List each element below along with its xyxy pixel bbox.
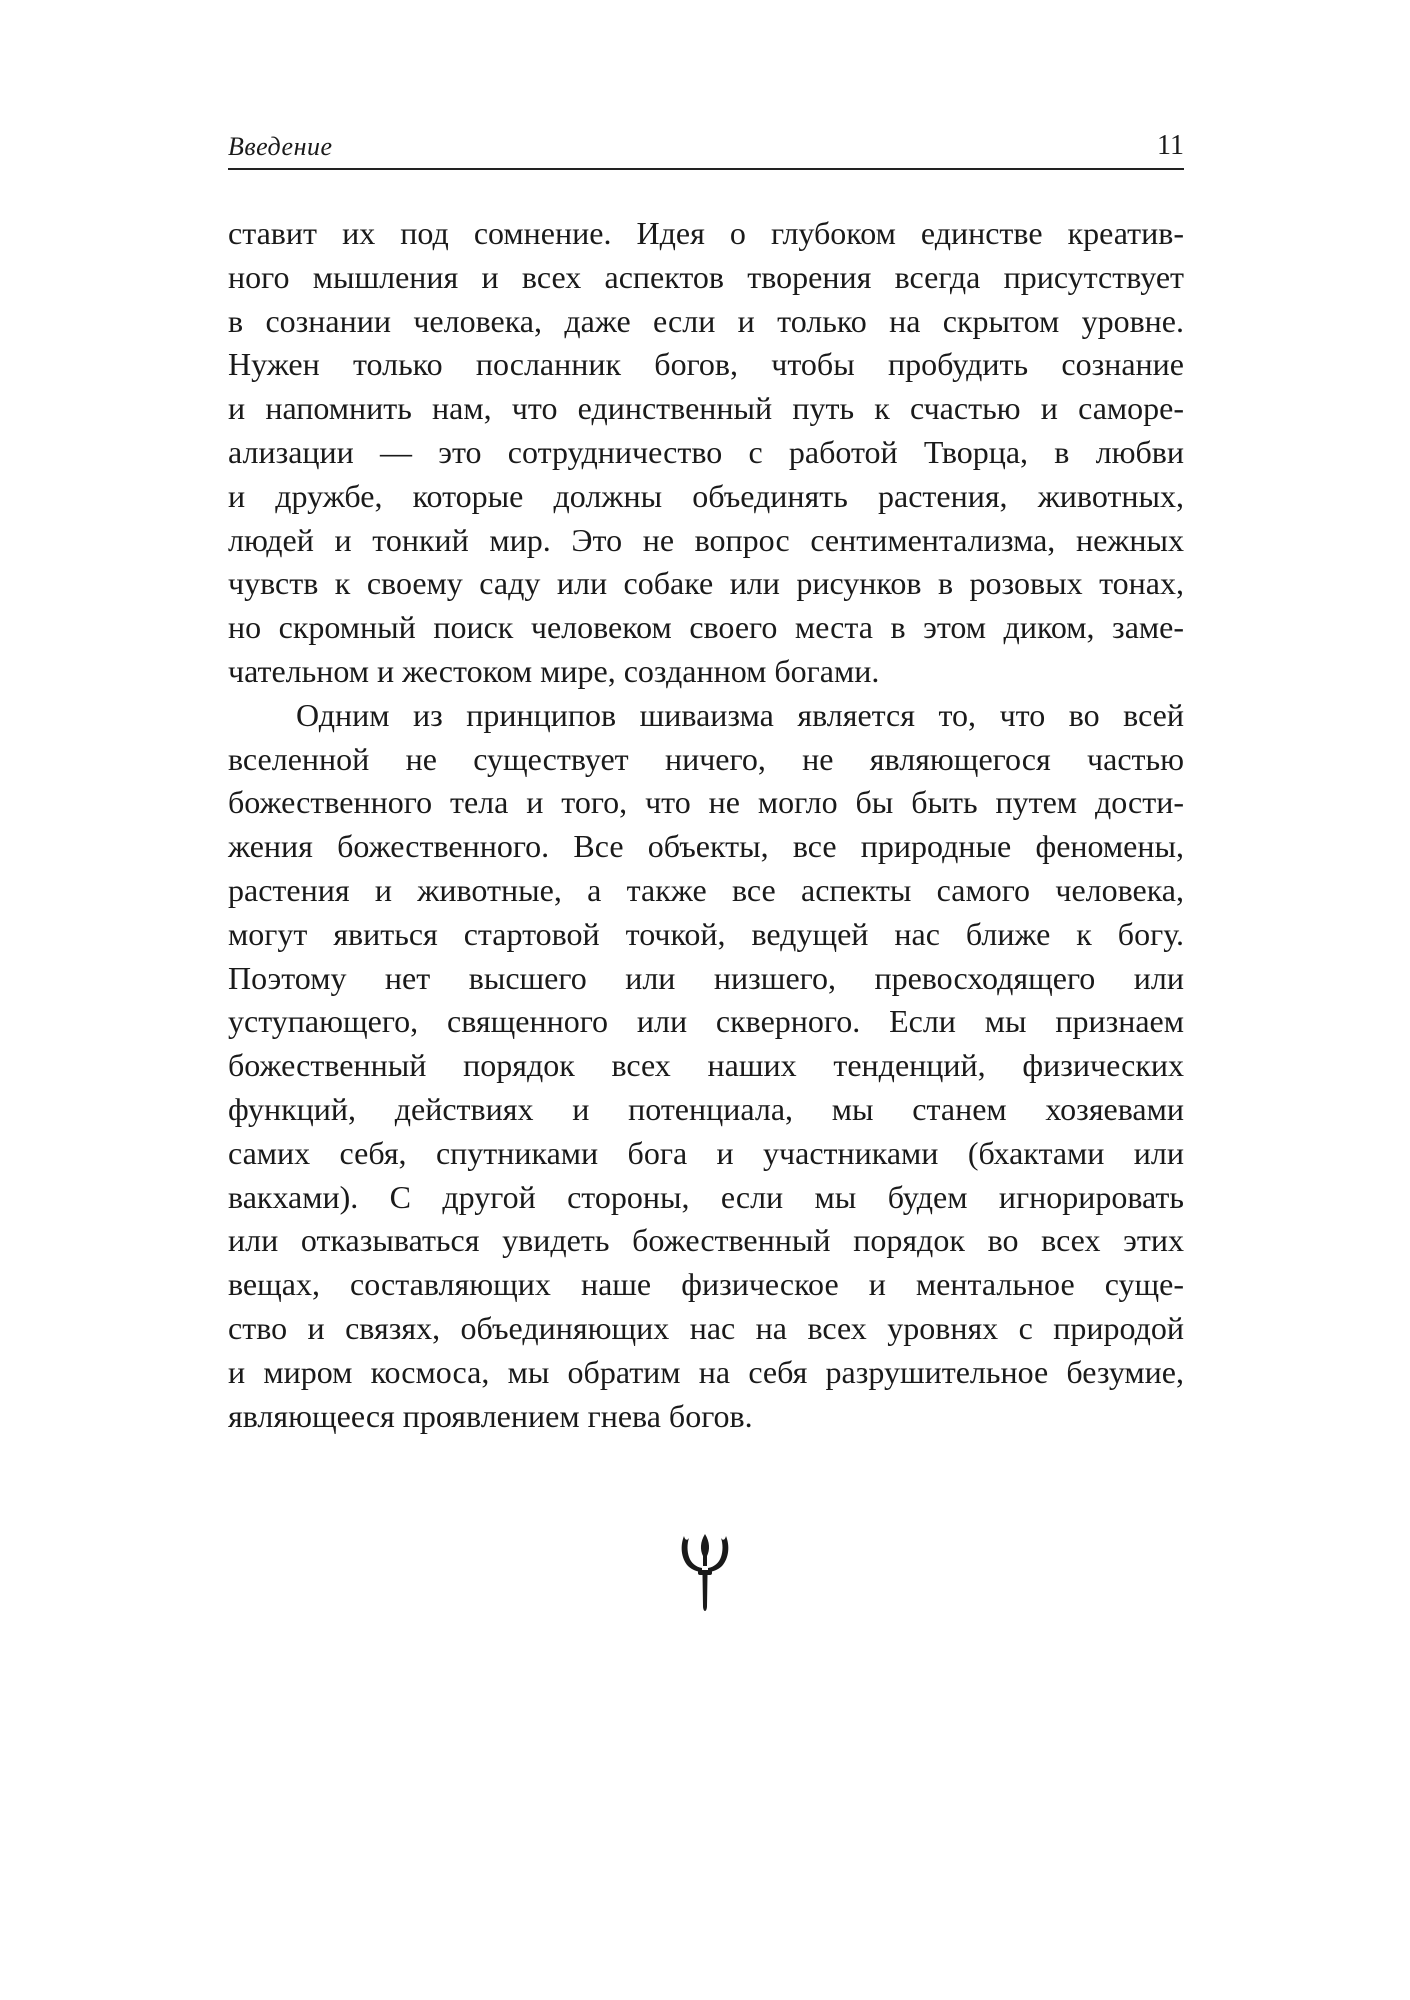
text-line: Одним из принципов шиваизма является то, что во всей bbox=[296, 696, 1184, 733]
text-line: ализации — это сотрудничество с работой Творца, в любви bbox=[228, 433, 1184, 470]
text-line: вселенной не существует ничего, не являющегося частью bbox=[228, 740, 1184, 777]
paragraph-1 bbox=[228, 212, 1184, 694]
text-line: но скромный поиск человеком своего места в этом диком, заме- bbox=[228, 609, 1184, 646]
text-line: самих себя, спутниками бога и участниками (бхактами или bbox=[228, 1134, 1184, 1171]
text-line: и напомнить нам, что единственный путь к счастью и саморе- bbox=[228, 390, 1184, 427]
text-line: или отказываться увидеть божественный порядок во всех этих bbox=[228, 1222, 1184, 1259]
text-line: ного мышления и всех аспектов творения всегда присутствует bbox=[228, 258, 1184, 295]
text-line: Нужен только посланник богов, чтобы пробудить сознание bbox=[228, 346, 1184, 383]
text-line: в сознании человека, даже если и только на скрытом уровне. bbox=[228, 302, 1184, 339]
running-head bbox=[228, 128, 1184, 170]
text-line: людей и тонкий мир. Это не вопрос сентиментализма, нежных bbox=[228, 521, 1184, 558]
text-line: вещах, составляющих наше физическое и ментальное суще- bbox=[228, 1266, 1184, 1303]
text-line: ство и связях, объединяющих нас на всех уровнях с природой bbox=[228, 1309, 1184, 1346]
trident-icon-svg bbox=[678, 1532, 732, 1612]
text-line: Поэтому нет высшего или низшего, превосходящего или bbox=[228, 959, 1184, 996]
text-line: растения и животные, а также все аспекты самого человека, bbox=[228, 871, 1184, 908]
text-line: и дружбе, которые должны объединять растения, животных, bbox=[228, 477, 1184, 514]
body-text bbox=[228, 212, 1184, 1438]
trident-icon bbox=[678, 1532, 732, 1612]
text-line: жения божественного. Все объекты, все природные феномены, bbox=[228, 828, 1184, 865]
text-line: вакхами). С другой стороны, если мы будем игнорировать bbox=[228, 1178, 1184, 1215]
text-line: и миром космоса, мы обратим на себя разрушительное безумие, bbox=[228, 1353, 1184, 1390]
text-line: чательном и жестоком мире, созданном богами. bbox=[228, 652, 880, 689]
text-line: функций, действиях и потенциала, мы станем хозяевами bbox=[228, 1090, 1184, 1127]
text-line: божественный порядок всех наших тенденций, физических bbox=[228, 1047, 1184, 1084]
section-title: Введение bbox=[228, 132, 333, 161]
page-number: 11 bbox=[1157, 130, 1184, 161]
text-line: чувств к своему саду или собаке или рисунков в розовых тонах, bbox=[228, 565, 1184, 602]
text-line: могут явиться стартовой точкой, ведущей нас ближе к богу. bbox=[228, 915, 1184, 952]
text-line: ставит их под сомнение. Идея о глубоком единстве креатив- bbox=[228, 215, 1184, 251]
text-line: являющееся проявлением гнева богов. bbox=[228, 1397, 753, 1434]
text-line: уступающего, священного или скверного. Если мы признаем bbox=[228, 1003, 1184, 1040]
paragraph-2 bbox=[228, 694, 1184, 1439]
text-line: божественного тела и того, что не могло бы быть путем дости- bbox=[228, 784, 1184, 821]
